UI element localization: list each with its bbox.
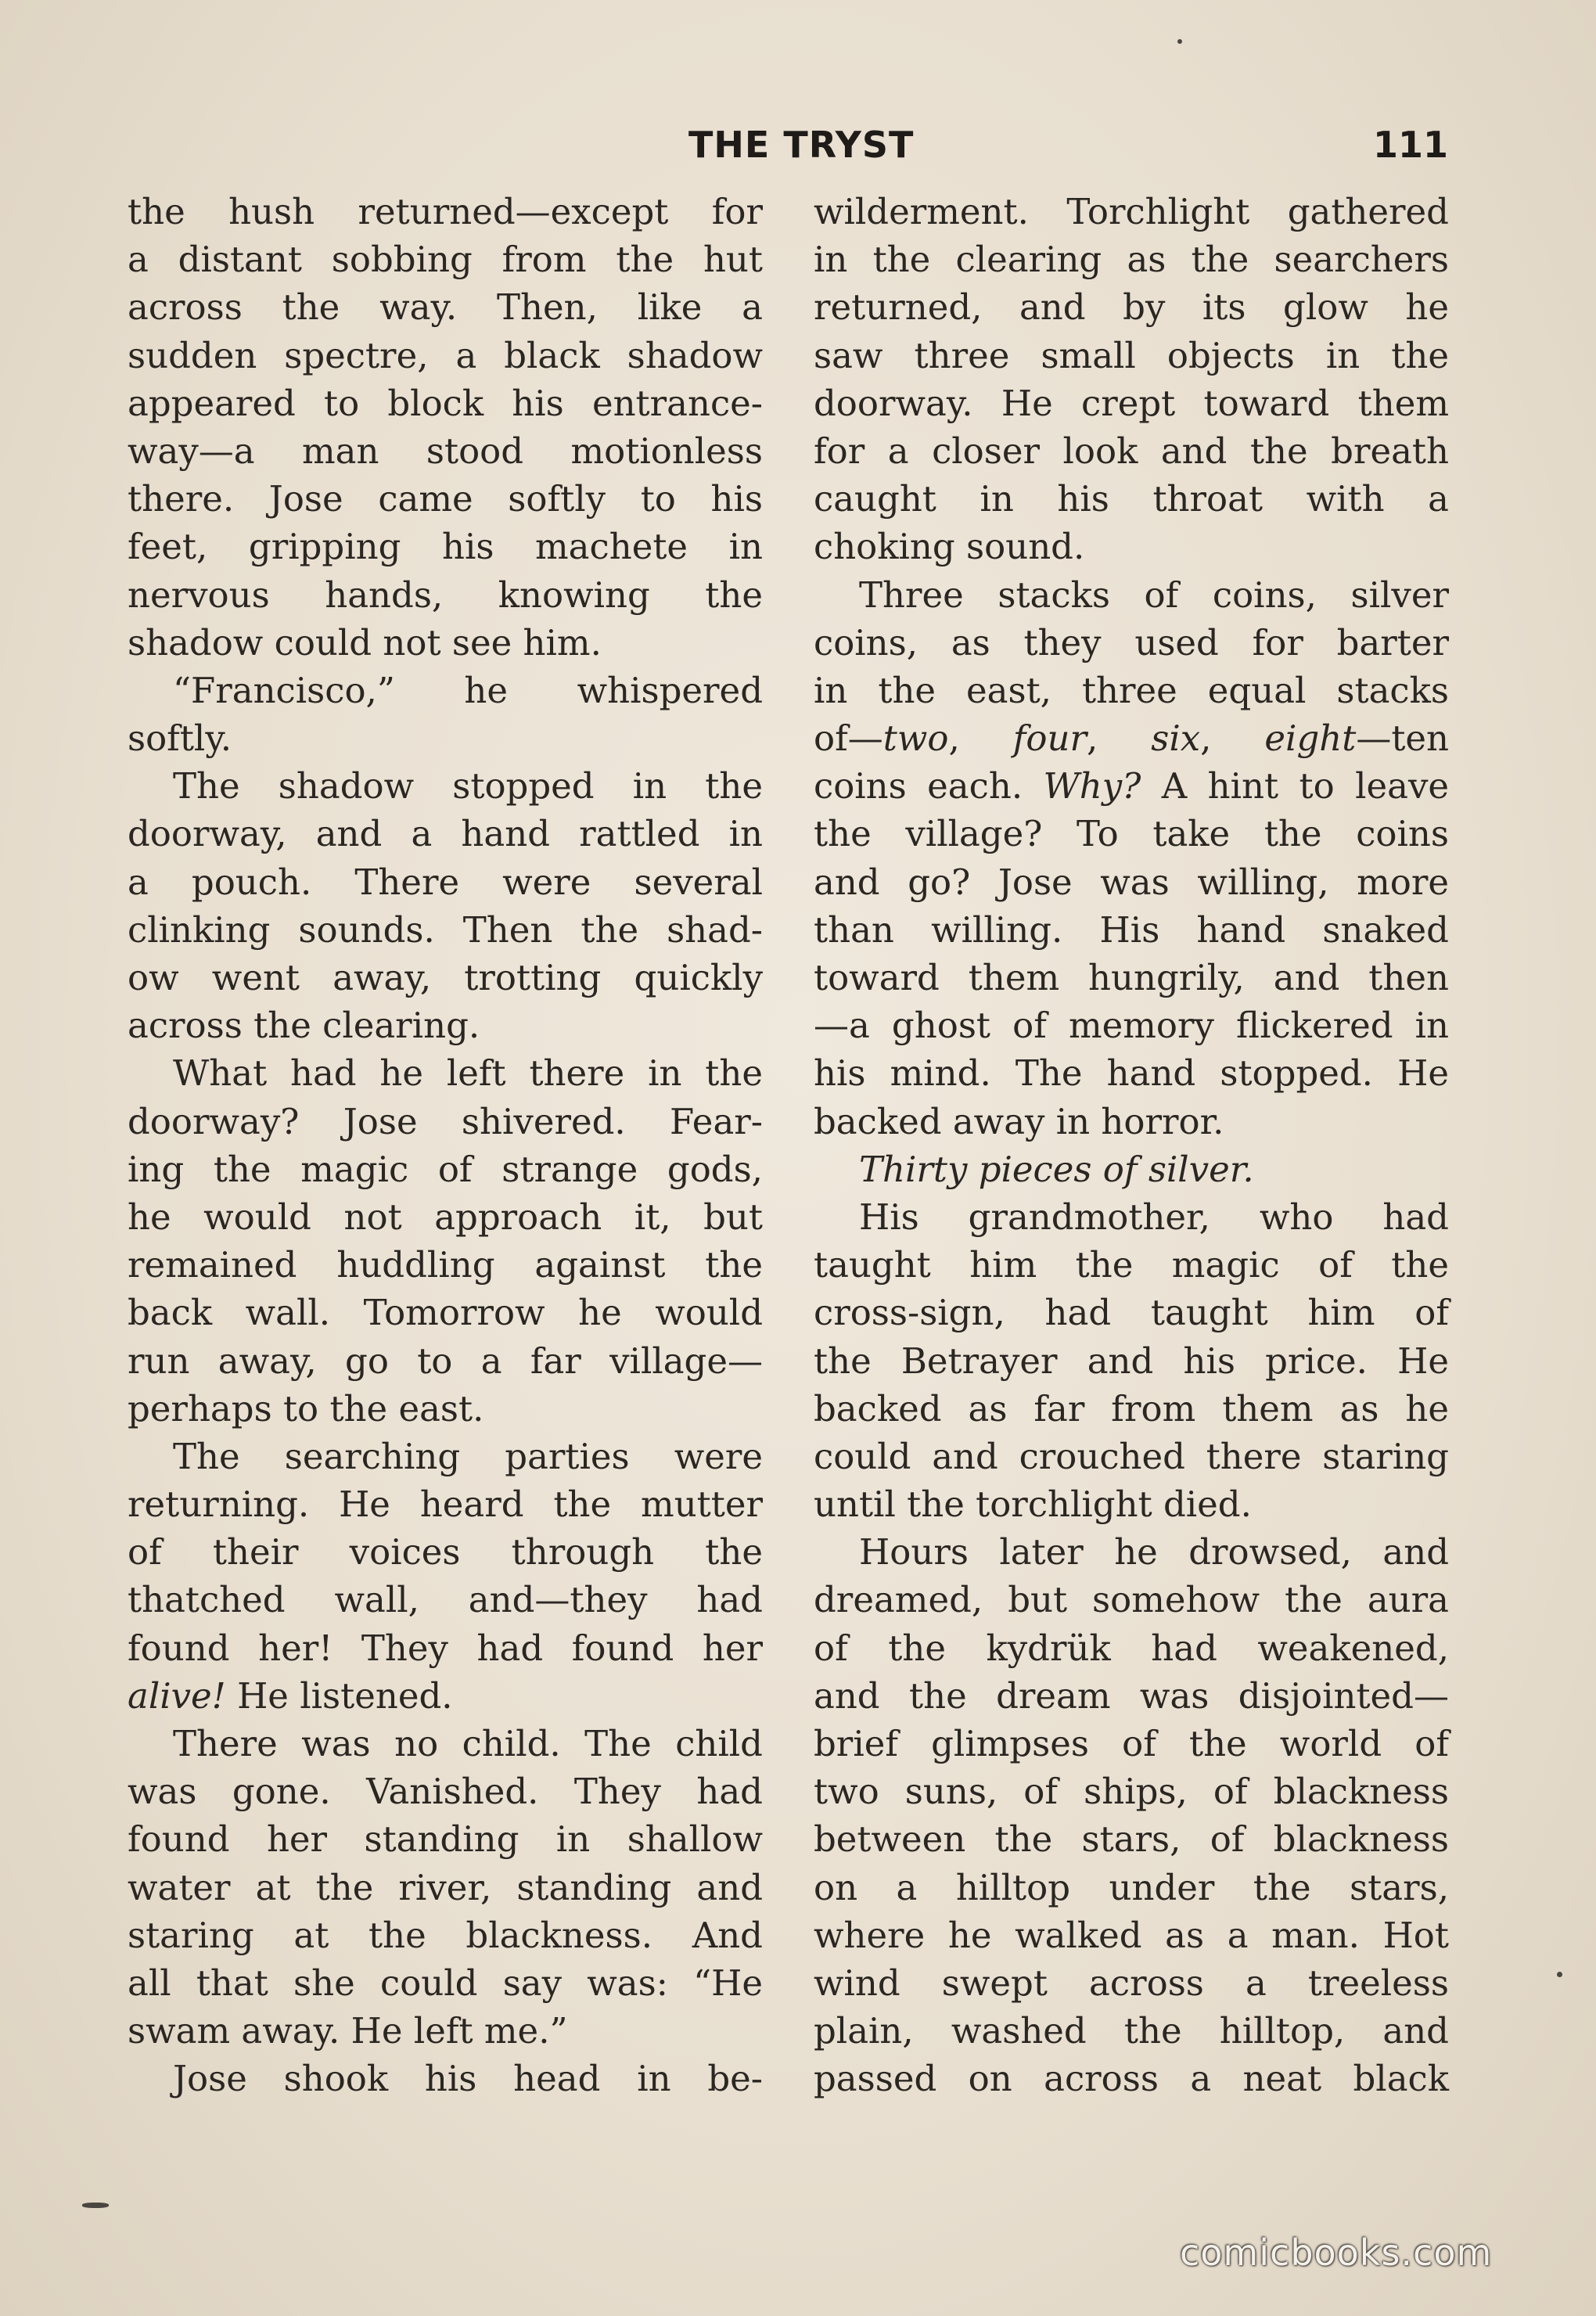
text-line: remained huddling against the bbox=[128, 1244, 763, 1286]
text-line: than willing. His hand snaked bbox=[814, 908, 1449, 951]
text-line: cross-sign, had taught him of bbox=[814, 1292, 1449, 1334]
text-line: staring at the blackness. And bbox=[128, 1914, 763, 1956]
text-line: back wall. Tomorrow he would bbox=[128, 1292, 763, 1334]
text-line: feet, gripping his machete in bbox=[128, 526, 763, 568]
text-line: backed as far from them as he bbox=[814, 1387, 1449, 1430]
text-line: shadow could not see him. bbox=[128, 621, 602, 664]
text-line: plain, washed the hilltop, and bbox=[814, 2010, 1449, 2052]
text-line: the hush returned—except for bbox=[128, 191, 763, 232]
text-line: returning. He heard the mutter bbox=[128, 1483, 763, 1526]
text-line: all that she could say was: “He bbox=[128, 1962, 763, 2004]
text-line: and the dream was disjointed— bbox=[814, 1674, 1449, 1717]
emphasis: Why? bbox=[1043, 765, 1141, 807]
text-run: He listened. bbox=[237, 1674, 453, 1717]
text-line: of the kydrük had weakened, bbox=[814, 1627, 1449, 1669]
text-line: the Betrayer and his price. He bbox=[814, 1340, 1449, 1382]
text-line: wilderment. Torchlight gathered bbox=[814, 191, 1449, 232]
text-line: doorway. He crept toward them bbox=[814, 382, 1449, 424]
text-line: run away, go to a far village— bbox=[128, 1340, 763, 1382]
text-line: found her standing in shallow bbox=[128, 1818, 763, 1861]
left-text-column bbox=[128, 188, 763, 2103]
text-line: brief glimpses of the world of bbox=[814, 1723, 1449, 1764]
text-line: —a ghost of memory flickered in bbox=[814, 1005, 1449, 1047]
text-line: backed away in horror. bbox=[814, 1100, 1224, 1142]
text-line: ing the magic of strange gods, bbox=[128, 1148, 763, 1190]
text-line: water at the river, standing and bbox=[128, 1866, 763, 1908]
text-line: where he walked as a man. Hot bbox=[814, 1914, 1449, 1956]
text-line: and go? Jose was willing, more bbox=[814, 861, 1449, 903]
text-line: Three stacks of coins, silver bbox=[859, 574, 1449, 616]
running-title: THE TRYST bbox=[688, 124, 915, 166]
text-line: doorway, and a hand rattled in bbox=[128, 813, 763, 855]
text-line: caught in his throat with a bbox=[814, 478, 1449, 520]
text-line: across the clearing. bbox=[128, 1005, 480, 1047]
right-text-column bbox=[814, 188, 1449, 2103]
text-line: he would not approach it, but bbox=[128, 1196, 763, 1238]
text-line: a distant sobbing from the hut bbox=[128, 239, 763, 281]
text-line: Hours later he drowsed, and bbox=[859, 1531, 1449, 1573]
watermark-logo: comicbooks.com bbox=[1180, 2231, 1493, 2274]
emphasis: four bbox=[1012, 717, 1087, 760]
text-line: perhaps to the east. bbox=[128, 1387, 484, 1430]
text-line: What had he left there in the bbox=[173, 1052, 763, 1095]
text-line: nervous hands, knowing the bbox=[128, 574, 763, 616]
text-line: taught him the magic of the bbox=[814, 1244, 1449, 1286]
text-line: there. Jose came softly to his bbox=[128, 478, 763, 520]
text-line: swam away. He left me.” bbox=[128, 2010, 568, 2052]
emphasis: six bbox=[1151, 717, 1201, 760]
text-line: found her! They had found her bbox=[128, 1627, 763, 1669]
text-line: dreamed, but somehow the aura bbox=[814, 1579, 1449, 1621]
text-line: saw three small objects in the bbox=[814, 334, 1449, 376]
text-line: returned, and by its glow he bbox=[814, 286, 1449, 329]
text-line: on a hilltop under the stars, bbox=[814, 1866, 1449, 1908]
text-line: for a closer look and the breath bbox=[814, 430, 1449, 472]
text-line: doorway? Jose shivered. Fear- bbox=[128, 1100, 763, 1142]
text-line: sudden spectre, a black shadow bbox=[128, 334, 763, 376]
text-line: of—two, four, six, eight—ten bbox=[814, 717, 1450, 760]
emphasis: two bbox=[882, 717, 949, 760]
text-line: coins, as they used for barter bbox=[814, 621, 1449, 664]
text-line: clinking sounds. Then the shad- bbox=[128, 908, 763, 951]
text-line: passed on across a neat black bbox=[814, 2058, 1449, 2100]
text-line: the village? To take the coins bbox=[814, 813, 1449, 855]
text-line: appeared to block his entrance- bbox=[128, 382, 763, 424]
page-header bbox=[0, 117, 1596, 172]
text-line: a pouch. There were several bbox=[128, 861, 763, 903]
text-line: two suns, of ships, of blackness bbox=[814, 1771, 1449, 1813]
text-line: choking sound. bbox=[814, 526, 1085, 568]
text-line: until the torchlight died. bbox=[814, 1483, 1252, 1526]
text-line: His grandmother, who had bbox=[859, 1196, 1449, 1238]
text-line: could and crouched there staring bbox=[814, 1435, 1449, 1477]
text-line: The shadow stopped in the bbox=[173, 765, 763, 807]
text-line: Jose shook his head in be- bbox=[173, 2058, 763, 2100]
text-line: “Francisco,” he whispered bbox=[173, 669, 763, 711]
text-line: of their voices through the bbox=[128, 1531, 763, 1573]
text-line bbox=[128, 1672, 763, 1720]
text-line: in the east, three equal stacks bbox=[814, 669, 1449, 711]
text-line: between the stars, of blackness bbox=[814, 1818, 1449, 1861]
emphasis: alive! bbox=[128, 1674, 226, 1717]
text-line: softly. bbox=[128, 717, 232, 760]
text-line: toward them hungrily, and then bbox=[814, 957, 1449, 998]
print-speck bbox=[1177, 39, 1182, 44]
text-line: The searching parties were bbox=[173, 1435, 763, 1477]
page-number: 111 bbox=[1373, 124, 1449, 166]
print-speck bbox=[82, 2203, 109, 2208]
text-line: in the clearing as the searchers bbox=[814, 239, 1449, 281]
text-line: thatched wall, and—they had bbox=[128, 1579, 763, 1621]
text-line: his mind. The hand stopped. He bbox=[814, 1052, 1449, 1095]
text-line: coins each. Why? A hint to leave bbox=[814, 765, 1450, 807]
text-line: There was no child. The child bbox=[173, 1723, 763, 1764]
text-line: was gone. Vanished. They had bbox=[128, 1771, 763, 1813]
text-line: Thirty pieces of silver. bbox=[859, 1148, 1254, 1190]
print-speck bbox=[1557, 1972, 1562, 1977]
text-line: ow went away, trotting quickly bbox=[128, 957, 763, 998]
text-line: across the way. Then, like a bbox=[128, 286, 763, 329]
text-line: way—a man stood motionless bbox=[128, 430, 763, 472]
emphasis: eight bbox=[1264, 717, 1357, 760]
text-line: wind swept across a treeless bbox=[814, 1962, 1449, 2004]
